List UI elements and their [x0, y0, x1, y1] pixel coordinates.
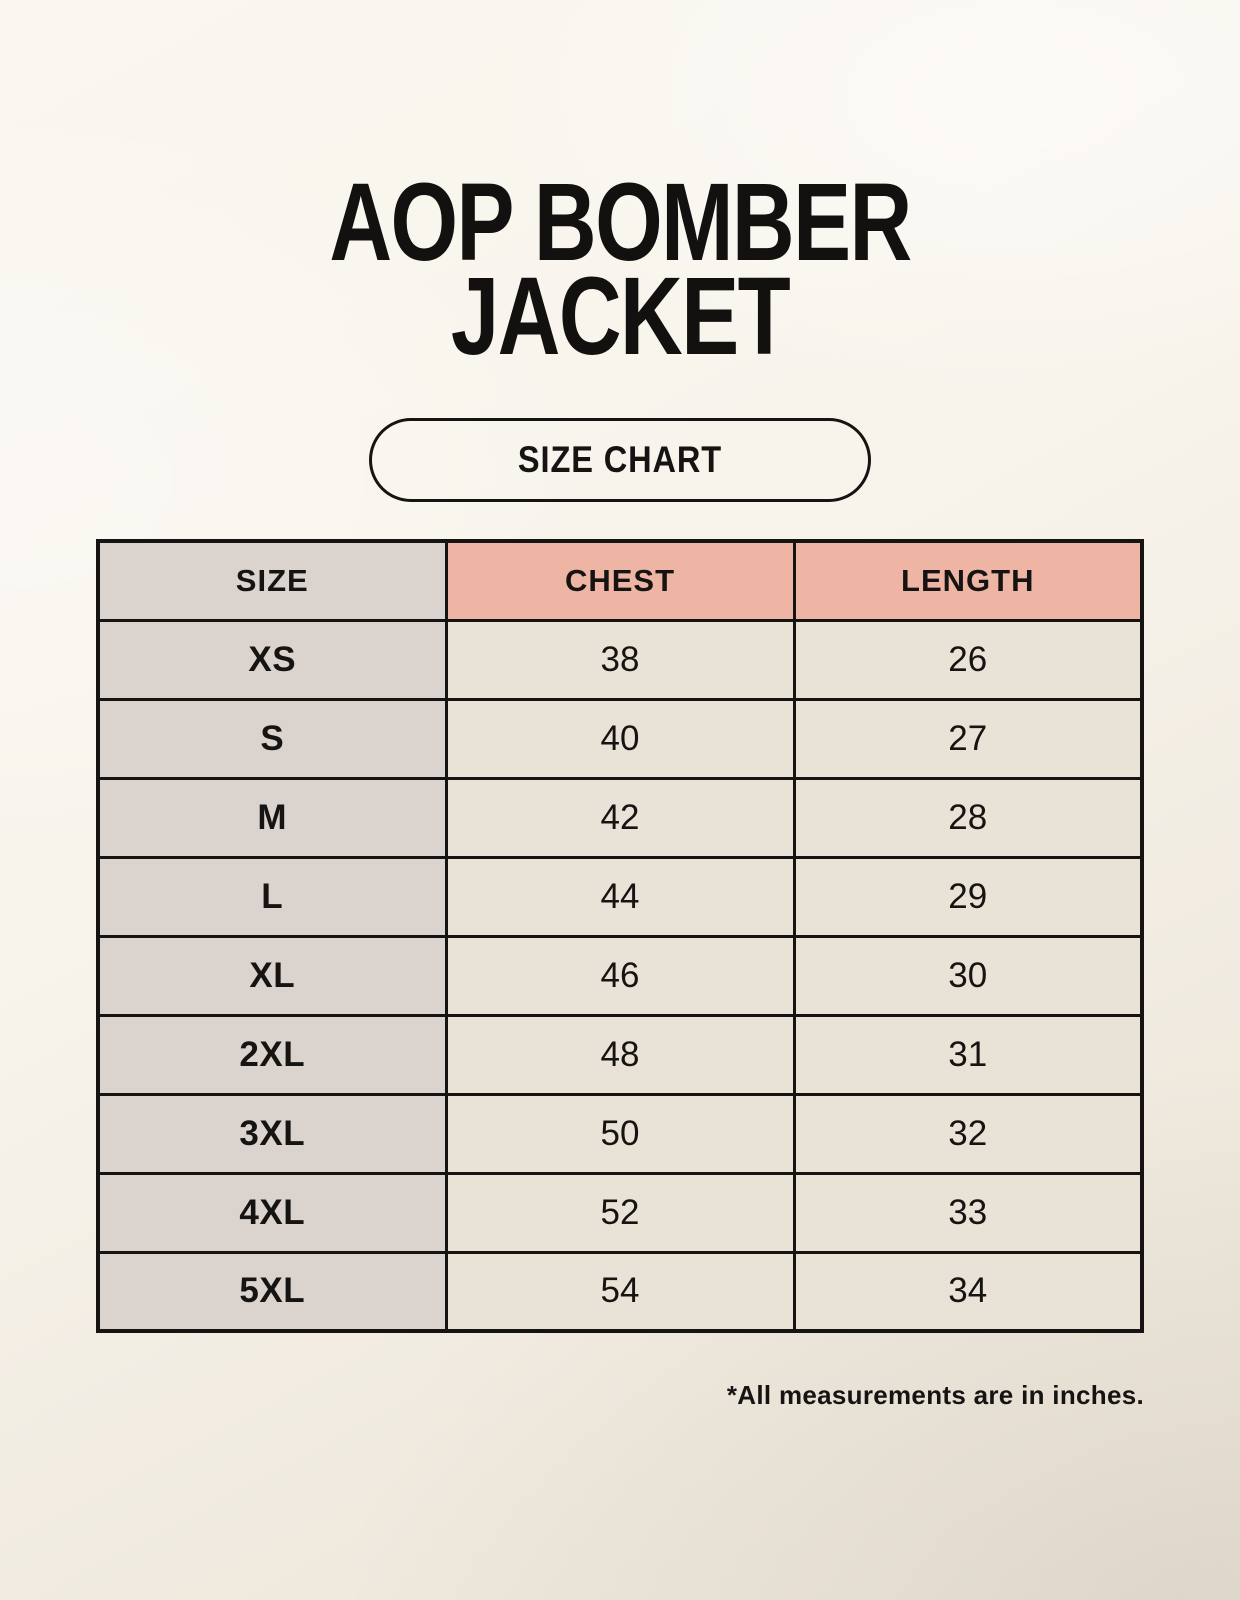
table-row [98, 1173, 1142, 1252]
size-cell: S [98, 699, 446, 778]
chest-cell: 46 [446, 936, 794, 1015]
length-cell: 28 [794, 778, 1142, 857]
chest-cell: 38 [446, 620, 794, 699]
size-chart-badge[interactable] [369, 418, 871, 502]
table-row [98, 620, 1142, 699]
size-table [96, 539, 1144, 1333]
chest-cell: 52 [446, 1173, 794, 1252]
column-header-length: LENGTH [794, 541, 1142, 620]
column-header-chest: CHEST [446, 541, 794, 620]
size-cell: 3XL [98, 1094, 446, 1173]
length-cell: 26 [794, 620, 1142, 699]
table-row [98, 778, 1142, 857]
footnote: *All measurements are in inches. [726, 1380, 1144, 1410]
table-row [98, 857, 1142, 936]
size-table-header [98, 541, 1142, 620]
page-title-line-2: JACKET [450, 255, 790, 379]
length-cell: 29 [794, 857, 1142, 936]
table-row [98, 1015, 1142, 1094]
chest-cell: 54 [446, 1252, 794, 1331]
chest-cell: 48 [446, 1015, 794, 1094]
length-cell: 33 [794, 1173, 1142, 1252]
chest-cell: 50 [446, 1094, 794, 1173]
page-title-line-1: AOP BOMBER [329, 161, 911, 284]
length-cell: 30 [794, 936, 1142, 1015]
size-cell: 4XL [98, 1173, 446, 1252]
size-cell: M [98, 778, 446, 857]
length-cell: 27 [794, 699, 1142, 778]
table-row [98, 699, 1142, 778]
table-row [98, 1094, 1142, 1173]
size-cell: XL [98, 936, 446, 1015]
chest-cell: 42 [446, 778, 794, 857]
header-row [98, 541, 1142, 620]
table-row [98, 936, 1142, 1015]
column-header-size: SIZE [98, 541, 446, 620]
length-cell: 32 [794, 1094, 1142, 1173]
size-cell: L [98, 857, 446, 936]
size-cell: 5XL [98, 1252, 446, 1331]
table-row [98, 1252, 1142, 1331]
length-cell: 31 [794, 1015, 1142, 1094]
chest-cell: 40 [446, 699, 794, 778]
size-cell: 2XL [98, 1015, 446, 1094]
size-chart-badge-label: SIZE CHART [517, 439, 723, 480]
size-table-body [98, 620, 1142, 1331]
chest-cell: 44 [446, 857, 794, 936]
page-title [130, 161, 1110, 379]
length-cell: 34 [794, 1252, 1142, 1331]
size-cell: XS [98, 620, 446, 699]
